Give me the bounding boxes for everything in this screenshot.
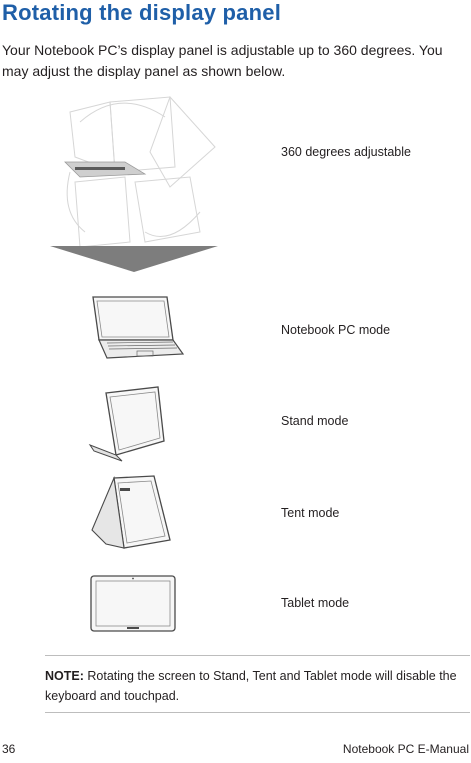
note-bottom-divider — [45, 712, 470, 713]
down-arrow-icon — [50, 246, 218, 272]
page-title: Rotating the display panel — [2, 0, 282, 25]
mode-label-stand: Stand mode — [281, 414, 349, 428]
mode-label-tablet: Tablet mode — [281, 596, 350, 610]
rotation-360-illustration — [50, 92, 220, 272]
note-prefix: NOTE: — [45, 669, 84, 683]
note-text: Rotating the screen to Stand, Tent and Tablet mode will disable the keyboard and touchpad. — [45, 669, 457, 703]
tablet-mode-illustration — [89, 574, 177, 634]
intro-paragraph: Your Notebook PC’s display panel is adjustable up to 360 degrees. You may adjust the display panel as shown below. — [2, 42, 443, 79]
page-number: 36 — [2, 742, 16, 756]
mode-label-tent: Tent mode — [281, 506, 340, 520]
mode-label-360: 360 degrees adjustable — [281, 145, 411, 159]
tent-mode-illustration — [84, 474, 174, 552]
mode-label-notebook: Notebook PC mode — [281, 323, 391, 337]
note-top-divider — [45, 655, 470, 656]
notebook-mode-illustration — [85, 292, 185, 364]
manual-title: Notebook PC E-Manual — [342, 742, 469, 756]
note-block — [45, 666, 470, 706]
stand-mode-illustration — [88, 385, 168, 465]
